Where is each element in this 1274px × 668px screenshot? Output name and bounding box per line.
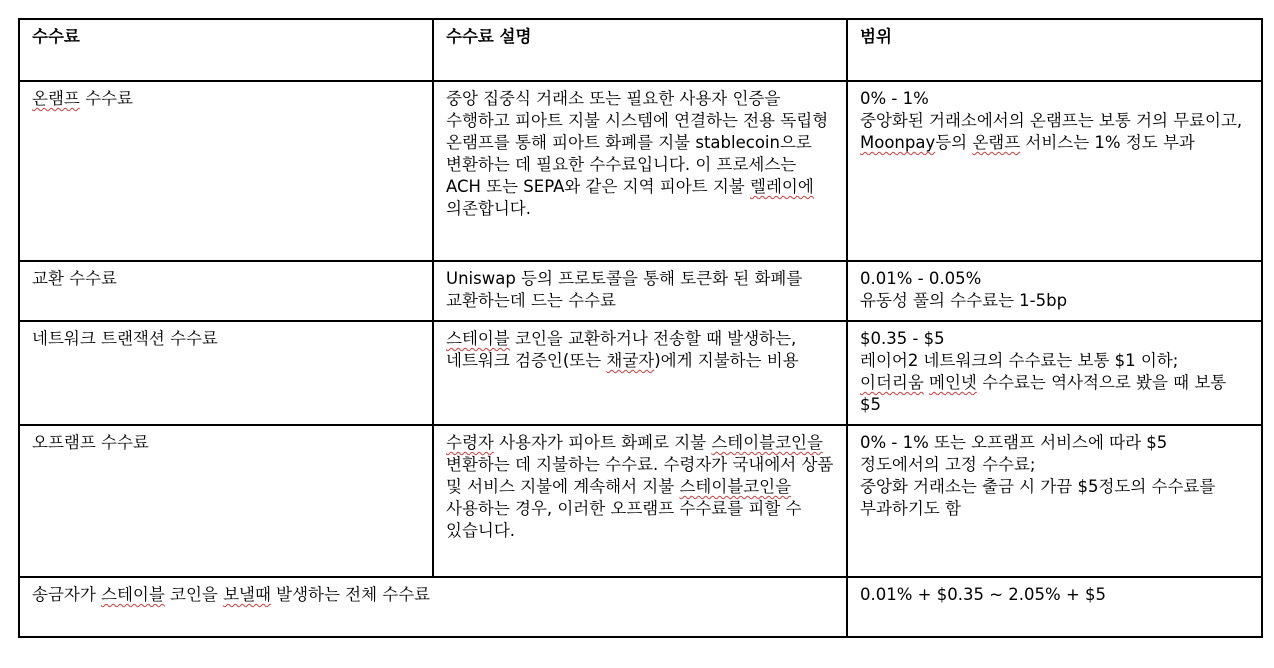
fee-description-cell bbox=[433, 321, 847, 425]
total-label-part: 발생하는 전체 수수료 bbox=[270, 585, 431, 604]
fee-name-cell bbox=[19, 81, 433, 261]
fee-range-cell bbox=[847, 81, 1262, 261]
total-label-cell bbox=[19, 577, 847, 637]
fee-range-cell bbox=[847, 425, 1262, 577]
fee-range-cell bbox=[847, 261, 1262, 321]
header-fee-description: 수수료 설명 bbox=[433, 19, 847, 81]
total-label-part: 스테이블 bbox=[101, 585, 165, 604]
total-label-part: 코인을 bbox=[164, 585, 224, 604]
total-label-part: 송금자가 bbox=[32, 585, 102, 604]
fee-description-cell bbox=[433, 425, 847, 577]
range-line: 0% - 1% bbox=[860, 89, 929, 108]
table-row-offramp bbox=[19, 425, 1262, 577]
range-part: 수수료는 역사적으로 봤을 때 보통 $5 bbox=[860, 373, 1227, 414]
range-line: 유동성 풀의 수수료는 1-5bp bbox=[860, 291, 1068, 310]
desc-part: 중앙 집중식 거래소 또는 필요한 사용자 인증을 수행하고 피아트 지불 시스템에 연결하는 전용 독립형 온램프를 통해 피아트 화폐를 지불 stablecoin으로 변환하는 데 필요한 수수료입니다. 이 프로세스는 ACH 또는 SEPA와 같은 지역 피아트 지불 bbox=[446, 89, 829, 196]
range-line: 0.01% - 0.05% bbox=[860, 269, 982, 288]
desc-part: 사용자가 피아트 화폐로 지불 bbox=[493, 433, 712, 452]
table-row-exchange bbox=[19, 261, 1262, 321]
table-row-network bbox=[19, 321, 1262, 425]
desc-part: 변환하는 데 지불하는 수수료. 수령자가 국내에서 상품 및 서비스 지불에 계속해서 지불 bbox=[446, 455, 834, 496]
desc-part: 코인을 교환하거나 전송할 때 발생하는, 네트워크 검증인(또는 bbox=[446, 329, 797, 370]
fee-name-part: 수수료 bbox=[79, 89, 133, 108]
desc-part: 스테이블 bbox=[446, 329, 510, 348]
range-line: 레이어2 네트워크의 수수료는 보통 $1 이하; bbox=[860, 351, 1179, 370]
range-part: 중앙화된 거래소에서의 온램프는 보통 거의 무료이고, bbox=[860, 111, 1243, 130]
range-part: 서비스는 1% 정도 부과 bbox=[1020, 133, 1195, 152]
fee-name-cell: 교환 수수료 bbox=[19, 261, 433, 321]
range-part: 등의 bbox=[935, 133, 973, 152]
desc-part: 스테이블코인을 bbox=[711, 433, 823, 452]
fee-name-cell: 네트워크 트랜잭션 수수료 bbox=[19, 321, 433, 425]
fee-name-cell: 오프램프 수수료 bbox=[19, 425, 433, 577]
header-range: 범위 bbox=[847, 19, 1262, 81]
total-label-part: 보낼때 bbox=[223, 585, 271, 604]
range-line: 중앙화 거래소는 출금 시 가끔 $5정도의 수수료를 부과하기도 함 bbox=[860, 477, 1216, 518]
range-part: 메인넷 bbox=[929, 373, 977, 392]
fee-table bbox=[18, 18, 1263, 638]
total-value-cell: 0.01% + $0.35 ~ 2.05% + $5 bbox=[847, 577, 1262, 637]
header-fee: 수수료 bbox=[19, 19, 433, 81]
fee-description-cell bbox=[433, 81, 847, 261]
table-header-row bbox=[19, 19, 1262, 81]
range-line: $0.35 - $5 bbox=[860, 329, 945, 348]
fee-name-part: 온램프 bbox=[32, 89, 80, 108]
desc-part: )에게 지불하는 비용 bbox=[654, 351, 799, 370]
fee-description-cell: Uniswap 등의 프로토콜을 통해 토큰화 된 화폐를 교환하는데 드는 수수료 bbox=[433, 261, 847, 321]
table-row-total bbox=[19, 577, 1262, 637]
range-part: Moonpay bbox=[860, 133, 936, 152]
desc-part: 의존합니다. bbox=[446, 199, 531, 218]
table-row-onramp bbox=[19, 81, 1262, 261]
desc-part: 스테이블코인을 bbox=[679, 477, 792, 496]
desc-part: 렐레이에 bbox=[750, 177, 814, 196]
range-part: 온램프 bbox=[972, 133, 1021, 152]
desc-part: 사용하는 경우, 이러한 오프램프 수수료를 피할 수 있습니다. bbox=[446, 499, 802, 540]
range-part: 이더리움 bbox=[860, 373, 924, 392]
desc-part: 수령자 bbox=[446, 433, 494, 452]
desc-part: 채굴자 bbox=[606, 351, 655, 370]
range-line: 0% - 1% 또는 오프램프 서비스에 따라 $5 정도에서의 고정 수수료; bbox=[860, 433, 1168, 474]
fee-range-cell bbox=[847, 321, 1262, 425]
